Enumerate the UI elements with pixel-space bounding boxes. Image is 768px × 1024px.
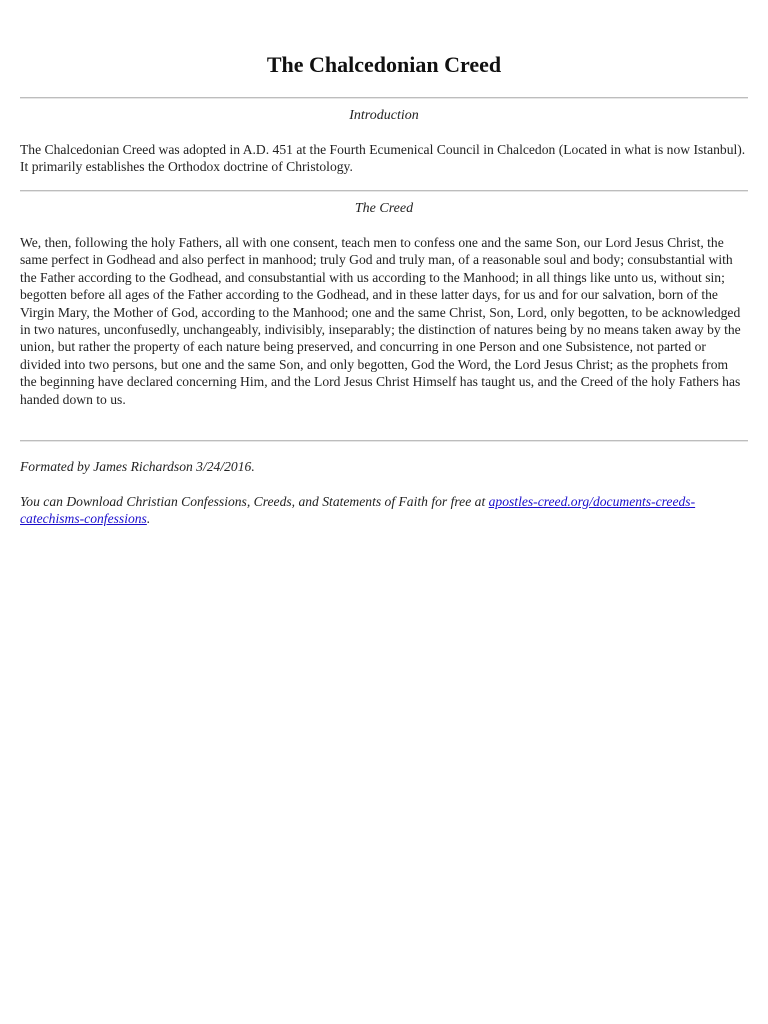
divider: [20, 440, 748, 442]
download-note: [20, 493, 748, 528]
download-link[interactable]: apostles-creed.org/documents-creeds-catechisms-confessions: [20, 494, 696, 527]
creed-heading: The Creed: [354, 201, 414, 216]
page-title: The Chalcedonian Creed: [266, 52, 502, 77]
formatted-by-note: Formated by James Richardson 3/24/2016.: [20, 459, 255, 474]
introduction-text: The Chalcedonian Creed was adopted in A.D. 451 at the Fourth Ecumenical Council in Chalcedon (Located in what is now Istanbul). It primarily establishes the Orthodox doctrine of Christology.: [20, 142, 746, 175]
divider: [20, 190, 748, 192]
download-prefix: You can Download Christian Confessions, Creeds, and Statements of Faith for free at: [20, 494, 489, 509]
creed-text: We, then, following the holy Fathers, all with one consent, teach men to confess one and the same Son, our Lord Jesus Christ, the same perfect in Godhead and also perfect in manhood; truly God and truly man, of a reasonable soul and body; consubstantial with the Father according to the Godhead, and consubstantial with us according to the Manhood; in all things like unto us, without sin; begotten before all ages of the Father according to the Godhead, and in these latter days, for us and for our salvation, born of the Virgin Mary, the Mother of God, according to the Manhood; one and the same Christ, Son, Lord, only begotten, to be acknowledged in two natures, unconfusedly, unchangeably, indivisibly, inseparably; the distinction of natures being by no means taken away by the union, but rather the property of each nature being preserved, and concurring in one Person and one Subsistence, not parted or divided into two persons, but one and the same Son, and only begotten, God the Word, the Lord Jesus Christ; as the prophets from the beginning have declared concerning Him, and the Lord Jesus Christ Himself has taught us, and the Creed of the holy Fathers has handed down to us.: [20, 235, 741, 407]
introduction-heading: Introduction: [349, 108, 419, 123]
download-suffix: .: [146, 511, 151, 527]
divider: [20, 97, 748, 99]
